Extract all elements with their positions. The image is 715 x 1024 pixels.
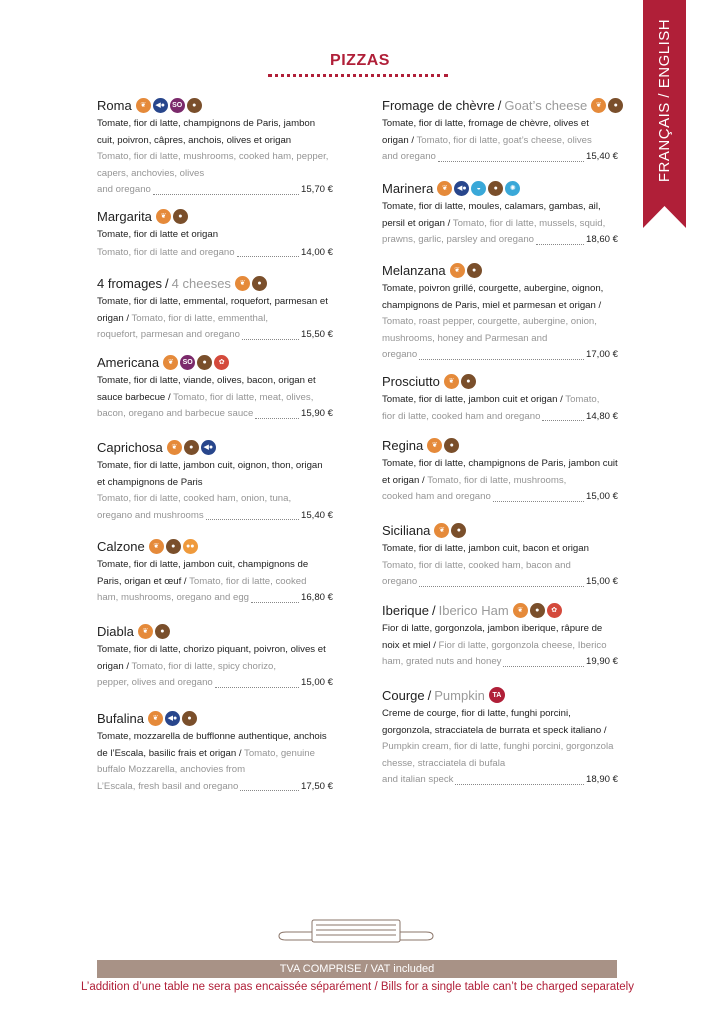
leader-dots [215, 687, 299, 688]
leader-dots [455, 784, 584, 785]
leader-dots [419, 586, 584, 587]
item-desc-en: Tomato, fior di latte, meat, olives, [173, 391, 314, 403]
item-desc-fr: Tomate, fior di latte, jambon cuit, bacon et origan [382, 543, 589, 554]
milk-icon: ● [451, 523, 466, 538]
item-desc-fr: Fior di latte, gorgonzola, jambon iberique, râpure de noix et miel [382, 623, 603, 651]
item-price: 17,00 € [585, 349, 618, 360]
item-price: 18,60 € [585, 234, 618, 245]
item-name: Diabla [97, 623, 134, 639]
item-name-en: Iberico Ham [438, 602, 509, 618]
fish-icon: ◀● [201, 440, 216, 455]
milk-icon: ● [166, 539, 181, 554]
fish-icon: ◀● [454, 181, 469, 196]
item-desc-en-end: oregano [382, 576, 418, 587]
milk-icon: ● [155, 624, 170, 639]
item-price: 17,50 € [300, 780, 333, 792]
vat-banner: TVA COMPRISE / VAT included [97, 960, 617, 978]
shellfish-icon: ◒ [471, 181, 486, 196]
menu-item-melanzana: Melanzana ❦ ● Tomate, poivron grillé, courgette, aubergine, oignon, champignons de Paris, miel et parmesan et origan / Tomato, roast pepper, courgette, aubergine, onion, mushrooms, honey and Parmesan and oregano 17,00 € [382, 261, 618, 364]
leader-dots [536, 244, 584, 245]
name-separator: / [165, 275, 169, 291]
item-name: Courge [382, 687, 425, 703]
item-price: 15,00 € [585, 576, 618, 587]
wheat-icon: ❦ [444, 374, 459, 389]
item-desc-en: Tomato, fior di latte, cooked [189, 575, 307, 587]
item-name: 4 fromages [97, 275, 163, 291]
milk-icon: ● [608, 98, 623, 113]
leader-dots [255, 418, 299, 419]
allergen-icons [513, 603, 564, 618]
menu-item-calzone: Calzone ❦ ● ●● Tomate, fior di latte, jambon cuit, champignons de Paris, origan et œuf / Tomato, fior di latte, cooked ham, mushrooms, oregano and egg 16,80 € [97, 537, 333, 607]
leader-dots [503, 666, 584, 667]
item-desc-en: Tomato, fior di latte, mussels, squid, [452, 217, 606, 229]
item-price: 15,90 € [300, 408, 333, 419]
allergen-icons [138, 624, 172, 639]
menu-item-regina: Regina ❦ ● Tomate, fior di latte, champignons de Paris, jambon cuit et origan / Tomato, fior di latte, mushrooms, cooked ham and oregano 15,00 € [382, 436, 618, 506]
item-name: Siciliana [382, 522, 431, 538]
takeaway-badge: TA [489, 687, 505, 703]
item-desc-fr: Tomate, fior di latte, viande, olives, bacon, origan et sauce barbecue [97, 375, 316, 403]
name-separator: / [497, 97, 502, 113]
item-price: 15,00 € [585, 491, 618, 502]
menu-item-diabla: Diabla ❦ ● Tomate, fior di latte, chorizo piquant, poivron, olives et origan / Tomato, fior di latte, spicy chorizo, pepper, olives and oregano 15,00 € [97, 622, 333, 692]
sulfite-icon: SO [170, 98, 185, 113]
milk-icon: ● [252, 276, 267, 291]
leader-dots [153, 194, 299, 195]
wheat-icon: ❦ [235, 276, 250, 291]
item-desc-en: Tomato, fior di latte, goat’s cheese, olives [416, 134, 592, 146]
item-desc-en: Tomato, fior di latte, spicy chorizo, [131, 660, 277, 672]
item-desc-en: Tomato, fior di latte, cooked ham, bacon and [382, 559, 571, 571]
item-desc-fr: Tomate, fior di latte, jambon cuit, champignons de Paris, origan et œuf [97, 559, 309, 587]
allergen-icons [444, 374, 478, 389]
item-desc-en-end: oregano and mushrooms [97, 509, 204, 521]
milk-icon: ● [530, 603, 545, 618]
item-price: 15,40 € [300, 509, 333, 521]
wheat-icon: ❦ [136, 98, 151, 113]
item-desc-en: Tomato, roast pepper, courgette, aubergine, onion, mushrooms, honey and Parmesan and [382, 316, 597, 344]
item-desc-en-end: L’Escala, fresh basil and oregano [97, 780, 239, 792]
leader-dots [240, 790, 299, 791]
leader-dots [206, 519, 299, 520]
title-divider [268, 74, 448, 77]
item-desc-en: Tomato, fior di latte, emmenthal, [131, 312, 269, 324]
item-desc-en-end: ham, mushrooms, oregano and egg [97, 592, 249, 603]
item-name: Iberique [382, 602, 429, 618]
language-tab[interactable] [643, 0, 686, 228]
allergen-icons [148, 711, 199, 726]
page-title: PIZZAS [330, 52, 390, 69]
item-desc-en: Pumpkin cream, fior di latte, funghi porcini, gorgonzola chesse, stracciatela di bufala [382, 741, 614, 769]
item-desc-en-end: and italian speck [382, 774, 454, 785]
item-desc-fr: Tomate, fior di latte et origan [97, 229, 219, 240]
item-desc-en: Tomato, [565, 394, 600, 405]
milk-icon: ● [444, 438, 459, 453]
item-name: Americana [97, 354, 160, 370]
menu-item-roma [97, 96, 333, 199]
wheat-icon: ❦ [156, 209, 171, 224]
leader-dots [251, 602, 299, 603]
wheat-icon: ❦ [437, 181, 452, 196]
item-desc-fr: Creme de courge, fior di latte, funghi porcini, gorgonzola, stracciatela de burrata et speck italiano [382, 708, 602, 736]
item-name: Fromage de chèvre [382, 97, 495, 113]
wheat-icon: ❦ [513, 603, 528, 618]
milk-icon: ● [467, 263, 482, 278]
item-desc-en-end: fior di latte, cooked ham and oregano [382, 410, 541, 422]
wheat-icon: ❦ [450, 263, 465, 278]
wheat-icon: ❦ [434, 523, 449, 538]
leader-dots [542, 420, 584, 421]
item-price: 15,70 € [300, 184, 333, 195]
item-price: 15,50 € [300, 329, 333, 340]
leader-dots [493, 501, 584, 502]
item-desc-fr: Tomate, fior di latte, emmental, roquefort, parmesan et origan [97, 296, 328, 324]
menu-item-prosciutto: Prosciutto ❦ ● Tomate, fior di latte, jambon cuit et origan / Tomato, fior di latte, cooked ham and oregano 14,80 € [382, 372, 618, 425]
item-desc-en-end: oregano [382, 349, 418, 360]
milk-icon: ● [184, 440, 199, 455]
menu-item-caprichosa [97, 438, 333, 524]
menu-item-courge: Courge / Pumpkin TA Creme de courge, fior di latte, funghi porcini, gorgonzola, stracciatela de burrata et speck italiano / Pumpkin cream, fior di latte, funghi porcini, gorgonzola chesse, stracciatela di bufala and italian speck 18,90 € [382, 686, 618, 789]
item-price: 14,80 € [585, 410, 618, 422]
item-desc-fr: Tomate, mozzarella de bufflonne authentique, anchois de l’Escala, basilic frais et origan [97, 731, 327, 759]
allergen-icons [450, 263, 484, 278]
milk-icon: ● [488, 181, 503, 196]
wheat-icon: ❦ [167, 440, 182, 455]
item-desc-en-end: pepper, olives and oregano [97, 677, 213, 688]
menu-item-fromage-de-chevre: Fromage de chèvre / Goat’s cheese ❦ ● Tomate, fior di latte, fromage de chèvre, olives et origan / Tomato, fior di latte, goat’s cheese, olives and oregano 15,40 € [382, 96, 618, 166]
item-desc-en: Tomato, fior di latte, mushrooms, [427, 474, 567, 486]
allergen-icons [235, 276, 269, 291]
item-desc-fr: Tomate, fior di latte, moules, calamars, gambas, ail, persil et origan [382, 201, 601, 229]
item-price: 15,40 € [585, 151, 618, 162]
sulfite-icon: SO [180, 355, 195, 370]
allergen-icons [437, 181, 522, 196]
item-desc-en: Tomato, genuine buffalo Mozzarella, anchovies from [97, 747, 315, 775]
billing-note: L’addition d’une table ne sera pas encaissée séparément / Bills for a single table can’t be charged separately [81, 981, 634, 993]
allergen-icons [156, 209, 190, 224]
leader-dots [419, 359, 584, 360]
item-name: Caprichosa [97, 439, 163, 455]
menu-item-iberique: Iberique / Iberico Ham ❦ ● ✿ Fior di latte, gorgonzola, jambon iberique, râpure de noix et miel / Fior di latte, gorgonzola cheese, Iberico ham, grated nuts and honey 19,90 € [382, 601, 618, 671]
item-desc-en-end: bacon, oregano and barbecue sauce [97, 408, 254, 419]
wheat-icon: ❦ [163, 355, 178, 370]
fish-icon: ◀● [165, 711, 180, 726]
item-desc-en-end: roquefort, parmesan and oregano [97, 329, 240, 340]
wheat-icon: ❦ [427, 438, 442, 453]
item-price: 16,80 € [300, 592, 333, 603]
language-label: FRANÇAIS / ENGLISH [656, 18, 674, 182]
item-name-en: Goat’s cheese [504, 97, 588, 113]
item-desc-fr: Tomate, fior di latte, chorizo piquant, poivron, olives et origan [97, 644, 326, 672]
item-desc-en-end: and oregano [97, 184, 151, 195]
menu-item-americana: Americana ❦ SO ● ✿ Tomate, fior di latte, viande, olives, bacon, origan et sauce barbecue / Tomato, fior di latte, meat, olives, bacon, oregano and barbecue sauce 15,90 € [97, 353, 333, 423]
allergen-icons [434, 523, 468, 538]
wheat-icon: ❦ [138, 624, 153, 639]
allergen-icons [591, 98, 625, 113]
item-name: Prosciutto [382, 373, 440, 389]
menu-item-marinera: Marinera ❦ ◀● ◒ ● ✺ Tomate, fior di latte, moules, calamars, gambas, ail, persil et origan / Tomato, fior di latte, mussels, squid, prawns, garlic, parsley and oregano 18,60 € [382, 179, 618, 249]
item-name: Roma [97, 97, 132, 113]
menu-item-siciliana [382, 521, 618, 591]
name-separator: / [431, 602, 436, 618]
wheat-icon: ❦ [148, 711, 163, 726]
allergen-icons [136, 98, 204, 113]
celery-icon: ✿ [547, 603, 562, 618]
milk-icon: ● [182, 711, 197, 726]
wheat-icon: ❦ [591, 98, 606, 113]
menu-item-bufalina: Bufalina ❦ ◀● ● Tomate, mozzarella de bufflonne authentique, anchois de l’Escala, basilic frais et origan / Tomato, genuine buffalo Mozzarella, anchovies from L’Escala, fresh basil and oregano 17,50 € [97, 709, 333, 795]
rolling-pin-icon [276, 918, 436, 948]
item-desc-fr: Tomate, fior di latte, jambon cuit, oignon, thon, origan et champignons de Paris [97, 460, 323, 488]
allergen-icons [149, 539, 200, 554]
milk-icon: ● [461, 374, 476, 389]
milk-icon: ● [197, 355, 212, 370]
wheat-icon: ❦ [149, 539, 164, 554]
item-desc-en-end: and oregano [382, 151, 436, 162]
item-desc-en-end: prawns, garlic, parsley and oregano [382, 234, 534, 245]
item-desc-fr: Tomate, fior di latte, fromage de chèvre, olives et origan [382, 118, 589, 146]
item-desc-fr: Tomate, fior di latte, champignons de Paris, jambon cuit, poivron, câpres, anchois, olives et origan [97, 118, 316, 146]
milk-icon: ● [187, 98, 202, 113]
leader-dots [438, 161, 584, 162]
leader-dots [242, 339, 299, 340]
item-name-en: 4 cheeses [171, 275, 231, 291]
item-desc-en-end: Tomato, fior di latte and oregano [97, 246, 235, 258]
item-desc-fr: Tomate, poivron grillé, courgette, aubergine, oignon, champignons de Paris, miel et parmesan et origan [382, 283, 604, 311]
item-name: Calzone [97, 538, 145, 554]
item-name: Margarita [97, 208, 152, 224]
egg-icon: ●● [183, 539, 198, 554]
menu-item-4-fromages: 4 fromages / 4 cheeses ❦ ● Tomate, fior di latte, emmental, roquefort, parmesan et origan / Tomato, fior di latte, emmenthal, roquefort, parmesan and oregano 15,50 € [97, 274, 333, 344]
leader-dots [237, 256, 299, 257]
name-separator: / [427, 687, 432, 703]
crab-icon: ✺ [505, 181, 520, 196]
item-name: Regina [382, 437, 424, 453]
item-name: Melanzana [382, 262, 446, 278]
item-price: 19,90 € [585, 656, 618, 667]
allergen-icons [427, 438, 461, 453]
item-desc-fr: Tomate, fior di latte, jambon cuit et origan [382, 394, 558, 405]
celery-icon: ✿ [214, 355, 229, 370]
item-name-en: Pumpkin [434, 687, 485, 703]
allergen-icons [167, 440, 218, 455]
allergen-icons [163, 355, 231, 370]
milk-icon: ● [173, 209, 188, 224]
item-price: 15,00 € [300, 677, 333, 688]
item-desc-en: Tomato, fior di latte, mushrooms, cooked ham, pepper, capers, anchovies, olives [97, 151, 329, 179]
item-price: 18,90 € [585, 774, 618, 785]
item-price: 14,00 € [300, 246, 333, 258]
item-desc-en-end: cooked ham and oregano [382, 491, 491, 502]
item-desc-en: Fior di latte, gorgonzola cheese, Iberico [438, 639, 607, 651]
item-name: Marinera [382, 180, 434, 196]
fish-icon: ◀● [153, 98, 168, 113]
item-desc-en-end: ham, grated nuts and honey [382, 656, 502, 667]
allergen-icons [489, 687, 507, 703]
menu-item-margarita [97, 207, 333, 261]
item-desc-en: Tomato, fior di latte, cooked ham, onion, tuna, [97, 493, 292, 504]
item-desc-fr: Tomate, fior di latte, champignons de Paris, jambon cuit et origan [382, 458, 618, 486]
item-name: Bufalina [97, 710, 144, 726]
